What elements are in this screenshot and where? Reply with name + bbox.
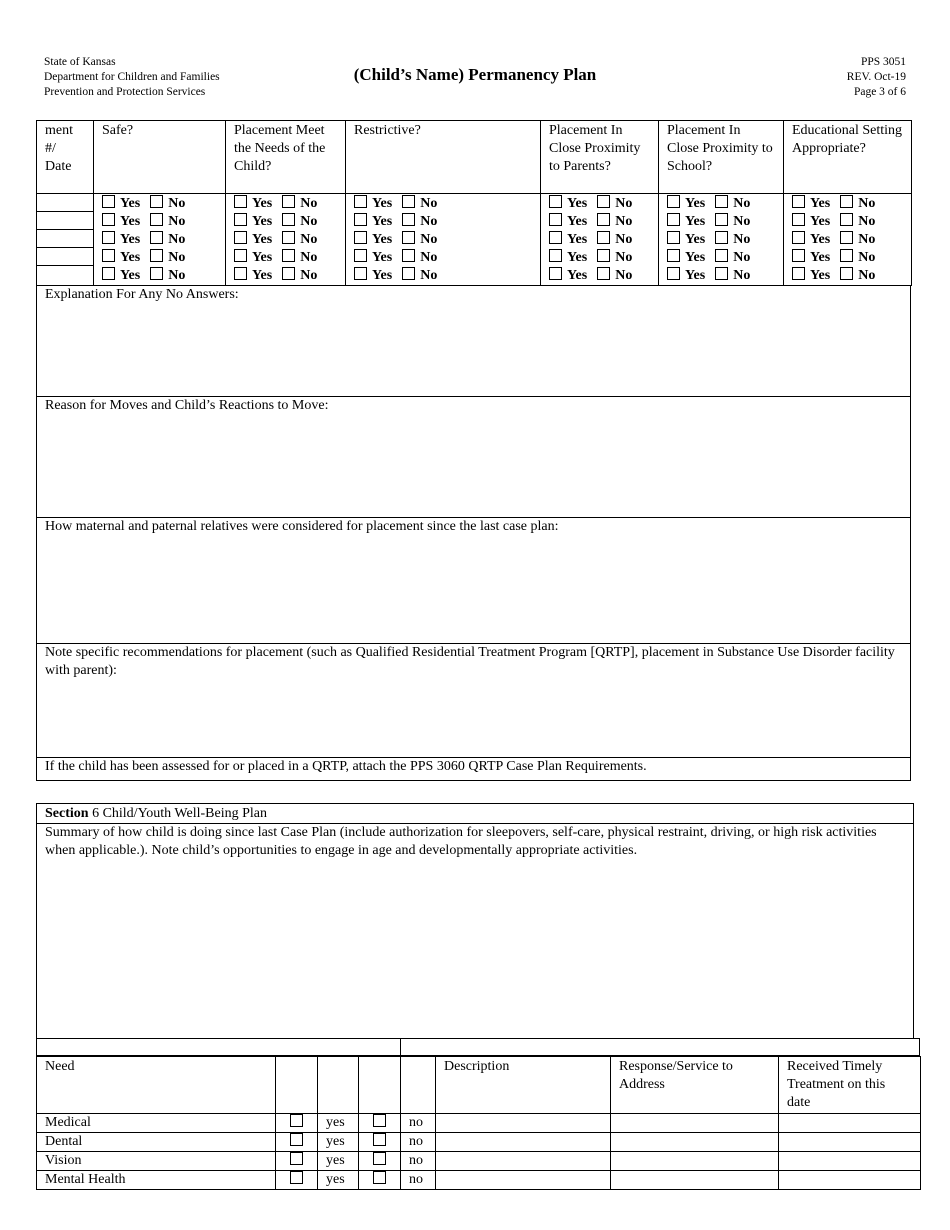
yes-label: Yes (120, 232, 141, 247)
no-checkbox-cell (359, 1133, 401, 1152)
section6-title (37, 804, 913, 824)
received-date-input[interactable] (779, 1171, 921, 1190)
need-row (37, 1171, 921, 1190)
yes-no-row (667, 195, 783, 213)
yes-checkbox-cell (276, 1152, 318, 1171)
yes-label: Yes (810, 268, 831, 283)
no-checkbox[interactable] (282, 231, 295, 244)
yn-group (226, 194, 346, 286)
yes-no-row (792, 195, 911, 213)
wellbeing-summary-label: Summary of how child is doing since last Case Plan (include authorization for sleepovers, self-care, physical restraint, driving, or high risk activities when applicable.). Note child’s opportunities to engage in age and developmentally appropriate activities. (45, 825, 877, 858)
no-checkbox[interactable] (715, 213, 728, 226)
no-label: No (168, 232, 186, 247)
no-checkbox[interactable] (715, 231, 728, 244)
date-input[interactable] (37, 194, 93, 212)
blank-header (401, 1057, 436, 1114)
yes-no-row (234, 213, 345, 231)
no-label: No (858, 214, 876, 229)
no-label: No (300, 268, 318, 283)
date-cell (37, 194, 94, 286)
yes-label: Yes (252, 196, 273, 211)
reason-section[interactable] (36, 396, 911, 518)
yes-no-row (667, 231, 783, 249)
no-checkbox[interactable] (597, 213, 610, 226)
response-input[interactable] (611, 1114, 779, 1133)
no-checkbox[interactable] (597, 195, 610, 208)
need-name: Medical (37, 1114, 276, 1133)
yes-no-row (667, 249, 783, 267)
response-input[interactable] (611, 1171, 779, 1190)
col-header-proximity-school: Placement In Close Proximity to School? (659, 121, 784, 194)
yes-label: Yes (685, 268, 706, 283)
qrtp-note: If the child has been assessed for or placed in a QRTP, attach the PPS 3060 QRTP Case Plan Requirements. (45, 759, 647, 774)
yes-checkbox[interactable] (354, 231, 367, 244)
blank-header (359, 1057, 401, 1114)
yes-label: Yes (567, 232, 588, 247)
yes-label: Yes (567, 214, 588, 229)
no-label: No (168, 214, 186, 229)
form-revision: REV. Oct-19 (846, 71, 906, 83)
no-checkbox[interactable] (373, 1133, 386, 1146)
yes-no-row (234, 249, 345, 267)
no-checkbox[interactable] (282, 213, 295, 226)
page-header (44, 55, 906, 101)
no-label: No (168, 196, 186, 211)
no-checkbox-cell (359, 1114, 401, 1133)
yes-no-row (667, 213, 783, 231)
yes-label: Yes (810, 196, 831, 211)
no-label: No (858, 250, 876, 265)
yes-label: yes (318, 1152, 359, 1171)
yes-no-row (354, 213, 540, 231)
yes-label: yes (318, 1133, 359, 1152)
response-input[interactable] (611, 1152, 779, 1171)
yes-label: Yes (372, 196, 393, 211)
no-label: No (615, 196, 633, 211)
yes-label: Yes (120, 268, 141, 283)
yes-checkbox[interactable] (102, 213, 115, 226)
description-input[interactable] (436, 1171, 611, 1190)
yes-checkbox[interactable] (549, 195, 562, 208)
yes-no-row (792, 249, 911, 267)
blank-header (318, 1057, 359, 1114)
reason-label: Reason for Moves and Child’s Reactions to Move: (45, 398, 329, 413)
no-checkbox[interactable] (402, 249, 415, 262)
no-label: No (858, 232, 876, 247)
no-checkbox[interactable] (150, 249, 163, 262)
yes-checkbox[interactable] (234, 231, 247, 244)
no-label: No (615, 268, 633, 283)
no-label: No (420, 250, 438, 265)
yes-no-row (792, 267, 911, 285)
no-label: No (420, 196, 438, 211)
description-input[interactable] (436, 1114, 611, 1133)
received-date-input[interactable] (779, 1152, 921, 1171)
yes-no-row (234, 231, 345, 249)
yn-group (659, 194, 784, 286)
col-header-safe: Safe? (94, 121, 226, 194)
no-label: No (300, 232, 318, 247)
yes-checkbox[interactable] (290, 1133, 303, 1146)
col-header-educational: Educational Setting Appropriate? (784, 121, 912, 194)
yes-checkbox[interactable] (290, 1152, 303, 1165)
no-checkbox[interactable] (597, 231, 610, 244)
no-label: no (401, 1114, 436, 1133)
yes-no-row (354, 195, 540, 213)
no-label: no (401, 1133, 436, 1152)
no-checkbox[interactable] (373, 1114, 386, 1127)
yes-no-row (549, 213, 658, 231)
description-input[interactable] (436, 1152, 611, 1171)
section6-label: Section (45, 806, 89, 821)
recommendations-label: Note specific recommendations for placement (such as Qualified Residential Treatment Program [QRTP], placement in Substance Use Disorder facility with parent): (45, 645, 895, 678)
need-name: Dental (37, 1133, 276, 1152)
col-header-needs: Placement Meet the Needs of the Child? (226, 121, 346, 194)
no-label: No (300, 214, 318, 229)
yes-checkbox[interactable] (667, 195, 680, 208)
yes-label: Yes (810, 232, 831, 247)
page-number: Page 3 of 6 (853, 86, 906, 98)
no-checkbox[interactable] (597, 267, 610, 280)
yes-label: Yes (372, 250, 393, 265)
yes-checkbox[interactable] (290, 1114, 303, 1127)
no-checkbox[interactable] (150, 267, 163, 280)
yes-label: Yes (685, 196, 706, 211)
no-checkbox[interactable] (402, 231, 415, 244)
response-input[interactable] (611, 1133, 779, 1152)
yes-no-row (549, 231, 658, 249)
no-label: No (615, 214, 633, 229)
yes-checkbox[interactable] (667, 267, 680, 280)
yes-label: Yes (567, 268, 588, 283)
recommendations-section[interactable] (36, 643, 911, 758)
no-label: No (858, 196, 876, 211)
need-header: Need (37, 1057, 276, 1114)
need-name: Vision (37, 1152, 276, 1171)
no-label: No (420, 268, 438, 283)
no-checkbox-cell (359, 1171, 401, 1190)
col-header-date: ment #/ Date (37, 121, 94, 194)
yes-checkbox[interactable] (354, 213, 367, 226)
yn-group (784, 194, 912, 286)
yes-label: Yes (567, 250, 588, 265)
no-checkbox[interactable] (282, 195, 295, 208)
need-row (37, 1114, 921, 1133)
no-checkbox[interactable] (840, 249, 853, 262)
no-checkbox[interactable] (715, 249, 728, 262)
no-label: No (615, 250, 633, 265)
no-checkbox[interactable] (402, 195, 415, 208)
no-checkbox[interactable] (597, 249, 610, 262)
col-header-proximity-parents: Placement In Close Proximity to Parents? (541, 121, 659, 194)
section6-name: 6 Child/Youth Well-Being Plan (88, 806, 267, 821)
yes-label: Yes (685, 214, 706, 229)
no-checkbox[interactable] (840, 267, 853, 280)
yn-group (541, 194, 659, 286)
agency-line: Department for Children and Families (44, 71, 220, 83)
yn-group (346, 194, 541, 286)
yes-checkbox-cell (276, 1133, 318, 1152)
needs-body (37, 1114, 921, 1190)
yes-label: Yes (252, 232, 273, 247)
yes-no-row (792, 213, 911, 231)
response-header: Response/Service to Address (611, 1057, 779, 1114)
yes-no-row (102, 267, 225, 285)
yes-label: Yes (810, 214, 831, 229)
needs-table (36, 1056, 921, 1190)
no-checkbox[interactable] (150, 213, 163, 226)
date-input[interactable] (37, 230, 93, 248)
received-date-input[interactable] (779, 1114, 921, 1133)
no-checkbox[interactable] (150, 231, 163, 244)
no-checkbox[interactable] (373, 1171, 386, 1184)
yes-label: Yes (372, 268, 393, 283)
yes-checkbox[interactable] (102, 231, 115, 244)
need-row (37, 1133, 921, 1152)
date-input[interactable] (37, 266, 93, 284)
yes-no-row (234, 267, 345, 285)
yes-checkbox[interactable] (102, 267, 115, 280)
yes-no-row (354, 249, 540, 267)
no-checkbox[interactable] (715, 195, 728, 208)
yes-no-row (102, 231, 225, 249)
yes-checkbox[interactable] (354, 195, 367, 208)
explanation-label: Explanation For Any No Answers: (45, 287, 239, 302)
yes-checkbox[interactable] (102, 195, 115, 208)
yes-no-row (792, 231, 911, 249)
yes-checkbox[interactable] (667, 213, 680, 226)
yn-group (94, 194, 226, 286)
form-id-block (847, 55, 906, 100)
no-checkbox[interactable] (840, 213, 853, 226)
yes-checkbox[interactable] (792, 213, 805, 226)
yes-no-row (354, 231, 540, 249)
yes-label: yes (318, 1114, 359, 1133)
yes-no-row (354, 267, 540, 285)
blank-header (276, 1057, 318, 1114)
form-number: PPS 3051 (860, 56, 906, 68)
yes-checkbox-cell (276, 1171, 318, 1190)
yes-checkbox[interactable] (667, 231, 680, 244)
no-checkbox[interactable] (840, 231, 853, 244)
yes-label: Yes (120, 196, 141, 211)
yes-no-row (234, 195, 345, 213)
qrtp-section (36, 757, 911, 781)
no-checkbox[interactable] (282, 267, 295, 280)
yes-checkbox[interactable] (792, 267, 805, 280)
relatives-label: How maternal and paternal relatives were considered for placement since the last case plan: (45, 519, 559, 534)
yes-label: Yes (685, 232, 706, 247)
no-label: No (420, 232, 438, 247)
yes-checkbox[interactable] (354, 249, 367, 262)
yes-label: Yes (567, 196, 588, 211)
need-name: Mental Health (37, 1171, 276, 1190)
yes-checkbox[interactable] (792, 249, 805, 262)
wellbeing-summary-field[interactable] (37, 824, 913, 860)
yes-checkbox[interactable] (102, 249, 115, 262)
yes-checkbox[interactable] (792, 231, 805, 244)
no-label: No (615, 232, 633, 247)
yes-checkbox[interactable] (290, 1171, 303, 1184)
no-checkbox-cell (359, 1152, 401, 1171)
yes-label: Yes (252, 214, 273, 229)
agency-line: Prevention and Protection Services (44, 86, 206, 98)
no-label: no (401, 1171, 436, 1190)
yes-no-row (102, 213, 225, 231)
yes-checkbox-cell (276, 1114, 318, 1133)
yes-label: Yes (372, 214, 393, 229)
yes-no-row (102, 249, 225, 267)
date-input[interactable] (37, 248, 93, 266)
col-header-restrictive: Restrictive? (346, 121, 541, 194)
yes-no-row (102, 195, 225, 213)
no-label: No (733, 214, 751, 229)
yes-label: Yes (120, 250, 141, 265)
no-label: No (733, 196, 751, 211)
received-date-input[interactable] (779, 1133, 921, 1152)
description-header: Description (436, 1057, 611, 1114)
no-label: No (858, 268, 876, 283)
spacer-cell (400, 1038, 920, 1056)
no-label: No (168, 250, 186, 265)
no-label: No (300, 250, 318, 265)
date-input[interactable] (37, 212, 93, 230)
description-input[interactable] (436, 1133, 611, 1152)
agency-line: State of Kansas (44, 56, 116, 68)
relatives-section[interactable] (36, 517, 911, 644)
page-title: (Child’s Name) Permanency Plan (353, 65, 597, 84)
yes-no-row (549, 249, 658, 267)
yes-label: Yes (810, 250, 831, 265)
section6-wellbeing (36, 803, 914, 1039)
yes-label: yes (318, 1171, 359, 1190)
yes-label: Yes (685, 250, 706, 265)
yes-no-row (549, 267, 658, 285)
no-checkbox[interactable] (715, 267, 728, 280)
no-label: No (733, 268, 751, 283)
needs-spacer-row (36, 1038, 920, 1056)
placement-table (36, 120, 912, 286)
yes-no-row (667, 267, 783, 285)
no-label: No (733, 250, 751, 265)
yes-checkbox[interactable] (549, 249, 562, 262)
yes-checkbox[interactable] (234, 249, 247, 262)
yes-checkbox[interactable] (792, 195, 805, 208)
no-label: No (420, 214, 438, 229)
yes-checkbox[interactable] (549, 231, 562, 244)
no-checkbox[interactable] (150, 195, 163, 208)
received-header: Received Timely Treatment on this date (779, 1057, 921, 1114)
no-checkbox[interactable] (373, 1152, 386, 1165)
no-label: No (733, 232, 751, 247)
spacer-cell (36, 1038, 401, 1056)
no-label: No (168, 268, 186, 283)
explanation-section[interactable] (36, 285, 911, 397)
no-checkbox[interactable] (402, 267, 415, 280)
yes-checkbox[interactable] (549, 267, 562, 280)
no-label: no (401, 1152, 436, 1171)
yes-checkbox[interactable] (549, 213, 562, 226)
need-row (37, 1152, 921, 1171)
yes-label: Yes (252, 268, 273, 283)
no-label: No (300, 196, 318, 211)
yes-no-row (549, 195, 658, 213)
no-checkbox[interactable] (840, 195, 853, 208)
yes-label: Yes (372, 232, 393, 247)
yes-label: Yes (120, 214, 141, 229)
yes-checkbox[interactable] (354, 267, 367, 280)
yes-checkbox[interactable] (667, 249, 680, 262)
yes-checkbox[interactable] (234, 267, 247, 280)
yes-checkbox[interactable] (234, 213, 247, 226)
yes-label: Yes (252, 250, 273, 265)
no-checkbox[interactable] (282, 249, 295, 262)
no-checkbox[interactable] (402, 213, 415, 226)
yes-checkbox[interactable] (234, 195, 247, 208)
